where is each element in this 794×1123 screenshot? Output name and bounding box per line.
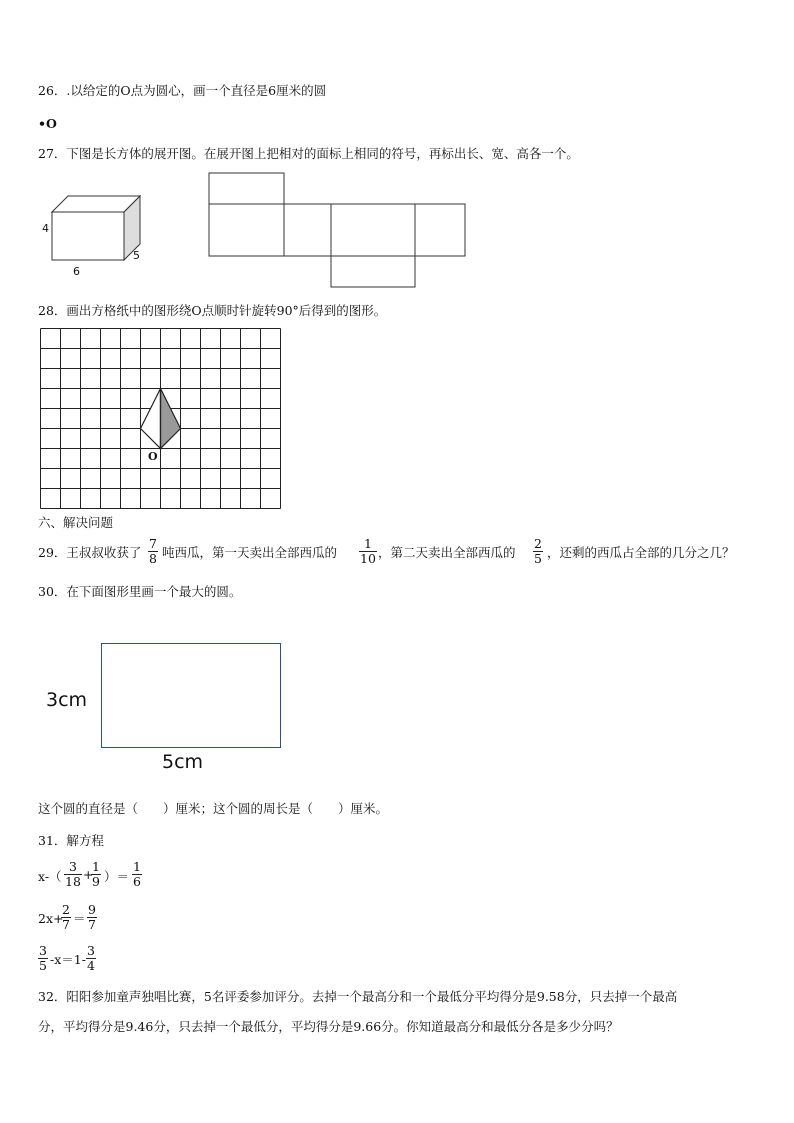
eq3-fraction-2 <box>86 944 96 973</box>
eq2-start: 2x+ <box>38 911 64 926</box>
numerator: 3 <box>64 860 82 875</box>
q31-text: 31．解方程 <box>38 833 104 848</box>
denominator: 4 <box>87 958 95 973</box>
rotation-center-label: O <box>148 450 158 463</box>
eq1-fraction-2 <box>91 860 101 889</box>
q29-fraction-2 <box>359 537 377 566</box>
cuboid-figure <box>40 190 150 280</box>
q32-line-2: 分，平均得分是9.46分，只去掉一个最低分，平均得分是9.66分。你知道最高分和最低分各是多少分吗？ <box>38 1019 619 1034</box>
eq1-fraction-1 <box>64 860 82 889</box>
q30-text: 30．在下面图形里画一个最大的圆。 <box>38 584 242 599</box>
kite-right-half <box>161 389 181 449</box>
eq2-fraction-1 <box>61 903 71 932</box>
denominator: 6 <box>133 874 141 889</box>
center-point-o: •O <box>38 116 57 131</box>
q29-fraction-1 <box>148 537 158 566</box>
denominator: 9 <box>92 874 100 889</box>
eq1-start: x-（ <box>38 869 62 884</box>
numerator: 2 <box>534 536 542 551</box>
q29-fraction-3 <box>533 537 543 566</box>
denominator: 10 <box>360 551 376 566</box>
q29-part1: 29．王叔叔收获了 <box>38 545 142 560</box>
numerator: 1 <box>133 859 141 874</box>
eq1-equals: ）＝ <box>104 869 130 884</box>
denominator: 18 <box>65 874 81 889</box>
eq1-plus: + <box>83 867 94 882</box>
denominator: 5 <box>39 958 47 973</box>
grid-paper <box>40 328 281 510</box>
eq3-middle: -x＝1- <box>50 952 86 967</box>
q28-text: 28．画出方格纸中的图形绕O点顺时针旋转90°后得到的图形。 <box>38 303 387 318</box>
q27-text: 27．下图是长方体的展开图。在展开图上把相对的面标上相同的符号，再标出长、宽、高各一个。 <box>38 146 579 161</box>
numerator: 7 <box>149 536 157 551</box>
q29-part3: ，第二天卖出全部西瓜的 <box>378 545 516 560</box>
denominator: 7 <box>88 917 96 932</box>
q26-text: 26．.以给定的O点为圆心，画一个直径是6厘米的圆 <box>38 83 327 98</box>
section-heading: 六、解决问题 <box>38 515 114 530</box>
rectangle-figure <box>101 643 281 748</box>
numerator: 1 <box>359 537 377 552</box>
numerator: 3 <box>87 943 95 958</box>
rectangle-height-label: 3cm <box>46 689 88 711</box>
denominator: 7 <box>62 917 70 932</box>
numerator: 9 <box>88 902 96 917</box>
q30-answer-line: 这个圆的直径是（ ）厘米；这个圆的周长是（ ）厘米。 <box>38 801 389 816</box>
q29-part2: 吨西瓜，第一天卖出全部西瓜的 <box>162 545 338 560</box>
q32-line-1: 32．阳阳参加童声独唱比赛，5名评委参加评分。去掉一个最高分和一个最低分平均得分是9.58分，只去掉一个最高 <box>38 989 678 1004</box>
eq3-fraction-1 <box>38 944 48 973</box>
q29-part4: ，还剩的西瓜占全部的几分之几？ <box>547 545 735 560</box>
eq2-equals: ＝ <box>73 911 86 926</box>
cuboid-net <box>208 172 470 290</box>
denominator: 5 <box>534 551 542 566</box>
numerator: 2 <box>62 902 70 917</box>
numerator: 1 <box>92 859 100 874</box>
cuboid-width-label: 5 <box>133 249 140 262</box>
cuboid-length-label: 6 <box>73 265 80 278</box>
eq1-fraction-3 <box>132 860 142 889</box>
eq2-fraction-2 <box>87 903 97 932</box>
cuboid-height-label: 4 <box>42 222 49 235</box>
numerator: 3 <box>39 943 47 958</box>
rectangle-width-label: 5cm <box>162 751 204 773</box>
denominator: 8 <box>149 551 157 566</box>
kite-left-half <box>141 389 161 449</box>
